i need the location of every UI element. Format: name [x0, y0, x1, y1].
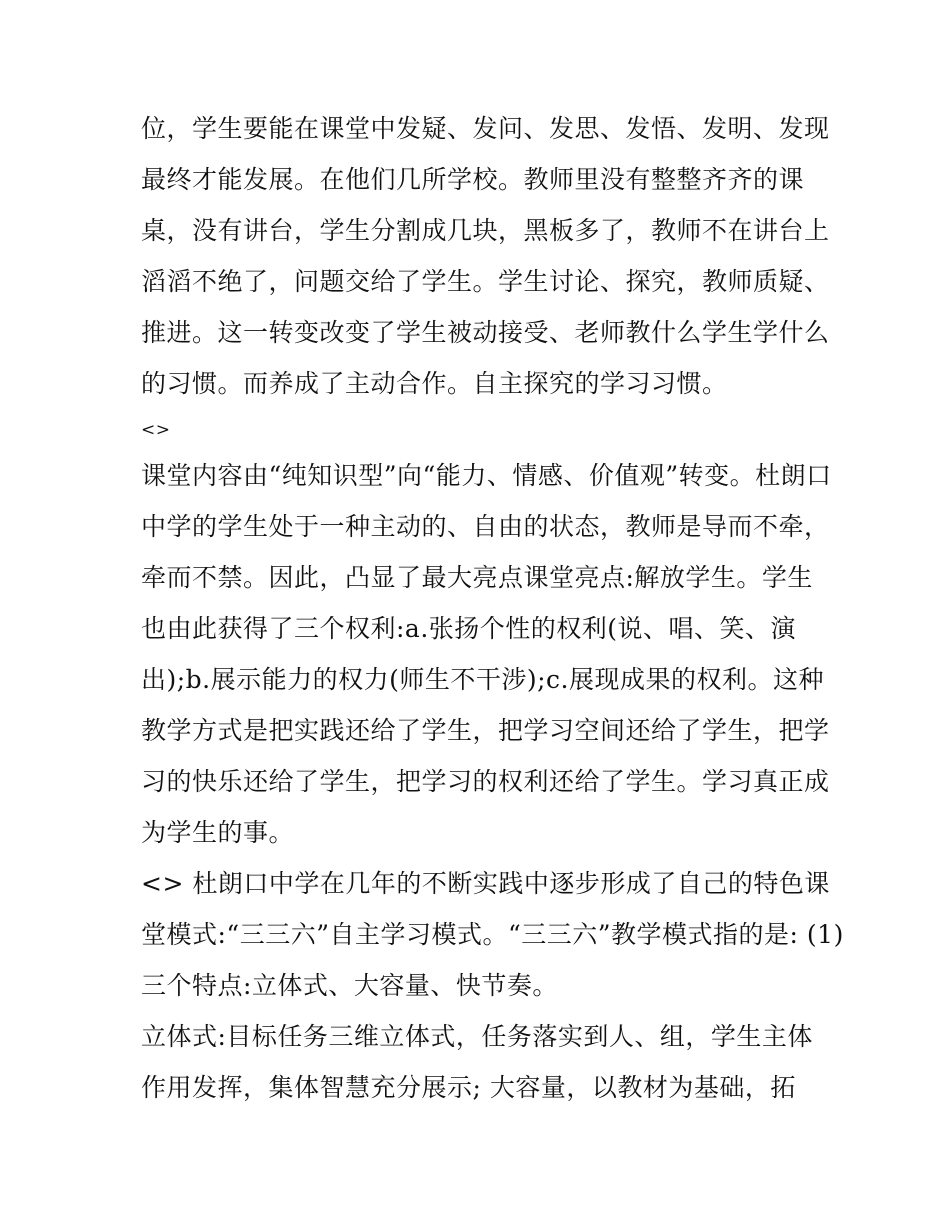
text-line: 中学的学生处于一种主动的、自由的状态，教师是导而不牵， — [141, 512, 830, 541]
text-line: 推进。这一转变改变了学生被动接受、老师教什么学生学什么 — [141, 318, 830, 347]
text-line: 也由此获得了三个权利:a.张扬个性的权利(说、唱、笑、演 — [141, 614, 797, 643]
text-line: <> 杜朗口中学在几年的不断实践中逐步形成了自己的特色课 — [141, 869, 830, 898]
text-line: 出);b.展示能力的权力(师生不干涉);c.展现成果的权利。这种 — [141, 665, 825, 694]
text-line: 三个特点:立体式、大容量、快节奏。 — [141, 971, 558, 1000]
text-line: 的习惯。而养成了主动合作。自主探究的学习习惯。 — [141, 369, 728, 398]
text-line: 立体式:目标任务三维立体式，任务落实到人、组，学生主体 — [141, 1022, 813, 1051]
text-line: 滔滔不绝了，问题交给了学生。学生讨论、探究，教师质疑、 — [141, 267, 830, 296]
section-marker: <> — [141, 420, 171, 440]
text-line: 最终才能发展。在他们几所学校。教师里没有整整齐齐的课 — [141, 165, 805, 194]
text-line: 教学方式是把实践还给了学生，把学习空间还给了学生，把学 — [141, 716, 830, 745]
text-line: 桌，没有讲台，学生分割成几块，黑板多了，教师不在讲台上 — [141, 216, 830, 245]
text-line: 堂模式:“三三六”自主学习模式。“三三六”教学模式指的是: (1) — [141, 920, 844, 949]
text-line: 习的快乐还给了学生，把学习的权利还给了学生。学习真正成 — [141, 767, 830, 796]
text-line: 作用发挥，集体智慧充分展示; 大容量，以教材为基础，拓 — [141, 1073, 796, 1102]
text-line: 牵而不禁。因此，凸显了最大亮点课堂亮点:解放学生。学生 — [141, 563, 813, 592]
text-line: 为学生的事。 — [141, 818, 295, 847]
text-line: 位，学生要能在课堂中发疑、发问、发思、发悟、发明、发现 — [141, 114, 830, 143]
text-line: 课堂内容由“纯知识型”向“能力、情感、价值观”转变。杜朗口 — [141, 461, 832, 490]
